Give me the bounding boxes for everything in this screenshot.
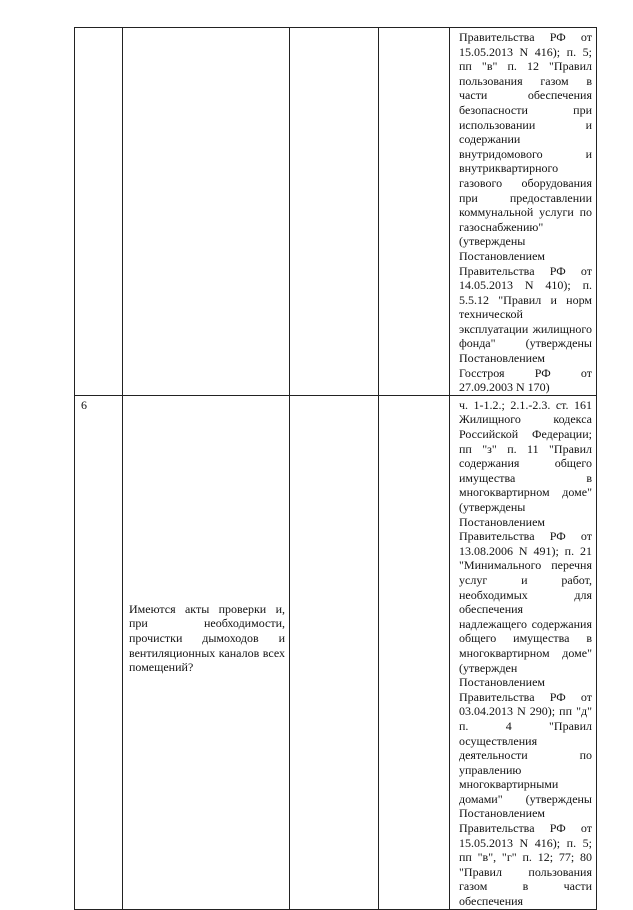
- table-row: [75, 395, 597, 909]
- empty-cell: [290, 395, 379, 909]
- legal-basis-cell: [450, 395, 597, 909]
- empty-cell: [379, 395, 450, 909]
- row-number: 6: [81, 397, 87, 412]
- row-number-cell: [75, 395, 123, 909]
- question-cell: [123, 28, 290, 396]
- legal-basis-text: Правительства РФ от 15.05.2013 N 416); п. 5; пп "в" п. 12 "Правил пользования газом в части обеспечения безопасности при использовании и содержании внутридомового и внутриквартирного газового оборудования при предоставлении коммунальной услуги по газоснабжению" (утверждены Постановлением Правительства РФ от 14.05.2013 N 410); п. 5.5.12 "Правил и норм технической эксплуатации жилищного фонда" (утверждены Постановлением Госстроя РФ от 27.09.2003 N 170): [459, 30, 592, 395]
- empty-cell: [290, 28, 379, 396]
- question-text: Имеются акты проверки и, при необходимости, прочистки дымоходов и вентиляционных каналов всех помещений?: [129, 601, 285, 675]
- legal-basis-text: ч. 1-1.2.; 2.1.-2.3. ст. 161 Жилищного кодекса Российской Федерации; пп "з" п. 11 "Правил содержания общего имущества в многоквартирном доме" (утверждены Постановлением Правительства РФ от 13.08.2006 N 491); п. 21 "Минимального перечня услуг и работ, необходимых для обеспечения надлежащего содержания общего имущества в многоквартирном доме" (утвержден Постановлением Правительства РФ от 03.04.2013 N 290); пп "д" п. 4 "Правил осуществления деятельности по управлению многоквартирными домами" (утверждены Постановлением Правительства РФ от 15.05.2013 N 416); п. 5; пп "в", "г" п. 12; 77; 80 "Правил пользования газом в части обеспечения: [459, 397, 592, 909]
- empty-cell: [379, 28, 450, 396]
- checklist-table: [74, 27, 597, 910]
- row-number-cell: [75, 28, 123, 396]
- legal-basis-cell: [450, 28, 597, 396]
- question-cell: [123, 395, 290, 909]
- table-row: [75, 28, 597, 396]
